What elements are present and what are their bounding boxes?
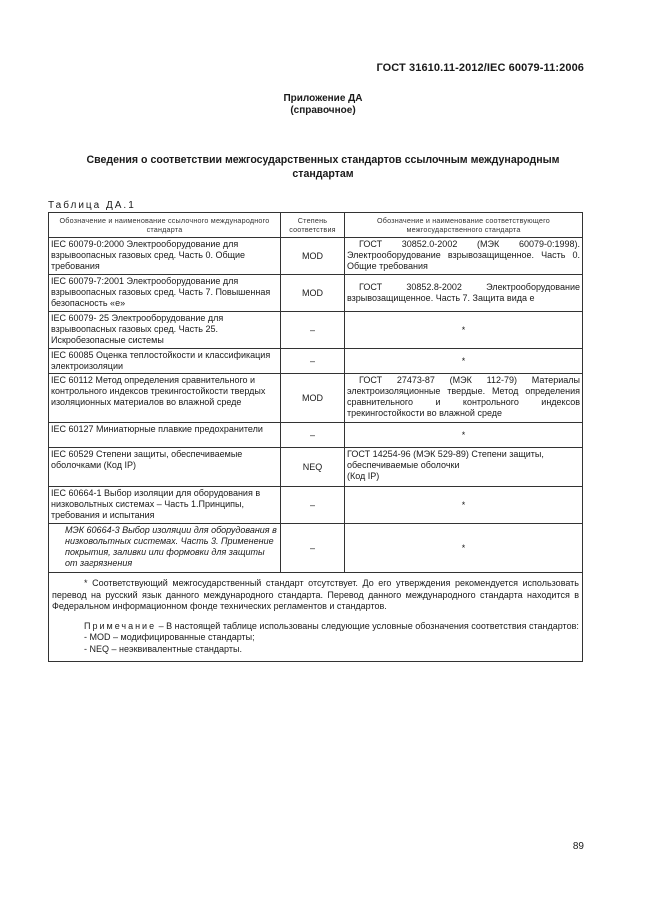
document-id: ГОСТ 31610.11-2012/IEC 60079-11:2006 [376,62,584,74]
cell-international-standard: IEC 60079- 25 Электрооборудование для взрывоопасных газовых сред. Часть 25. Искробезопасные системы [49,312,281,349]
table-row [49,524,583,573]
section-heading: Сведения о соответствии межгосударственных стандартов ссылочным международным стандартам [86,154,560,180]
national-standard-text: ГОСТ 30852.0-2002 (МЭК 60079-0:1998). Электрооборудование взрывозащищенное. Часть 0. Общие требования [347,239,580,271]
cell-international-standard: IEC 60079-7:2001 Электрооборудование для взрывоопасных газовых сред. Часть 7. Повышенная безопасность «е» [49,275,281,312]
header-international-standard: Обозначение и наименование ссылочного международного стандарта [49,213,281,238]
note-text: – В настоящей таблице использованы следующие условные обозначения соответствия стандартов: [156,620,579,631]
annex-title: Приложение ДА [283,93,363,104]
table-header-row [49,213,583,238]
note-item: - NEQ – неэквивалентные стандарты. [84,643,242,654]
table-row [49,238,583,275]
cell-national-standard [345,275,583,312]
cell-national-standard: * [345,349,583,374]
table-row [49,423,583,448]
table-notes-cell [49,573,583,662]
cell-national-standard: * [345,524,583,573]
page-number: 89 [572,841,584,852]
note [52,621,579,633]
cell-degree: MOD [281,275,345,312]
cell-national-standard [345,238,583,275]
cell-international-standard: МЭК 60664-3 Выбор изоляции для оборудования в низковольтных системах. Часть 3. Применение покрытия, заливки или формовки для защиты от загрязнения [49,524,281,573]
cell-national-standard [345,374,583,423]
cell-degree: – [281,487,345,524]
cell-national-standard: ГОСТ 14254-96 (МЭК 529-89) Степени защиты, обеспечиваемые оболочки (Код IP) [345,448,583,487]
table-row [49,275,583,312]
annex-subtitle: (справочное) [290,105,356,116]
cell-national-standard: * [345,487,583,524]
note-item: - MOD – модифицированные стандарты; [84,632,255,642]
cell-degree: MOD [281,374,345,423]
cell-national-standard: * [345,423,583,448]
note-label: Примечание [84,620,157,631]
cell-national-standard: * [345,312,583,349]
cell-international-standard: IEC 60529 Степени защиты, обеспечиваемые оболочками (Код IP) [49,448,281,487]
table-row [49,448,583,487]
header-degree: Степень соответствия [281,213,345,238]
cell-international-standard: IEC 60112 Метод определения сравнительного и контрольного индексов трекингостойкости твердых изоляционных материалов во влажной среде [49,374,281,423]
table-caption: Таблица ДА.1 [48,200,136,211]
national-standard-text: ГОСТ 27473-87 (МЭК 112-79) Материалы электроизоляционные твердые. Метод определения сравнительного и контрольного индексов трекингостойкости во влажной среде [347,375,580,418]
cell-degree: NEQ [281,448,345,487]
cell-international-standard: IEC 60079-0:2000 Электрооборудование для взрывоопасных газовых сред. Часть 0. Общие требования [49,238,281,275]
cell-degree: – [281,312,345,349]
table-row [49,349,583,374]
national-standard-text: ГОСТ 30852.8-2002 Электрооборудование взрывозащищенное. Часть 7. Защита вида е [347,282,580,303]
header-national-standard: Обозначение и наименование соответствующего межгосударственного стандарта [345,213,583,238]
table-row [49,487,583,524]
cell-degree: – [281,423,345,448]
cell-degree: MOD [281,238,345,275]
table-row [49,312,583,349]
cell-international-standard: IEC 60127 Миниатюрные плавкие предохранители [49,423,281,448]
cell-degree: – [281,349,345,374]
cell-international-standard: IEC 60085 Оценка теплостойкости и классификация электроизоляции [49,349,281,374]
cell-degree: – [281,524,345,573]
correspondence-table [48,212,583,662]
table-notes-row [49,573,583,662]
table-row [49,374,583,423]
cell-international-standard: IEC 60664-1 Выбор изоляции для оборудования в низковольтных системах – Часть 1.Принципы, требования и испытания [49,487,281,524]
footnote: * Соответствующий межгосударственный стандарт отсутствует. До его утверждения рекомендуется использовать перевод на русский язык данного международного стандарта. Перевод данного международного стандарта находится в Федеральном информационном фонде технических регламентов и стандартов. [52,578,579,611]
annex-block [0,93,646,117]
